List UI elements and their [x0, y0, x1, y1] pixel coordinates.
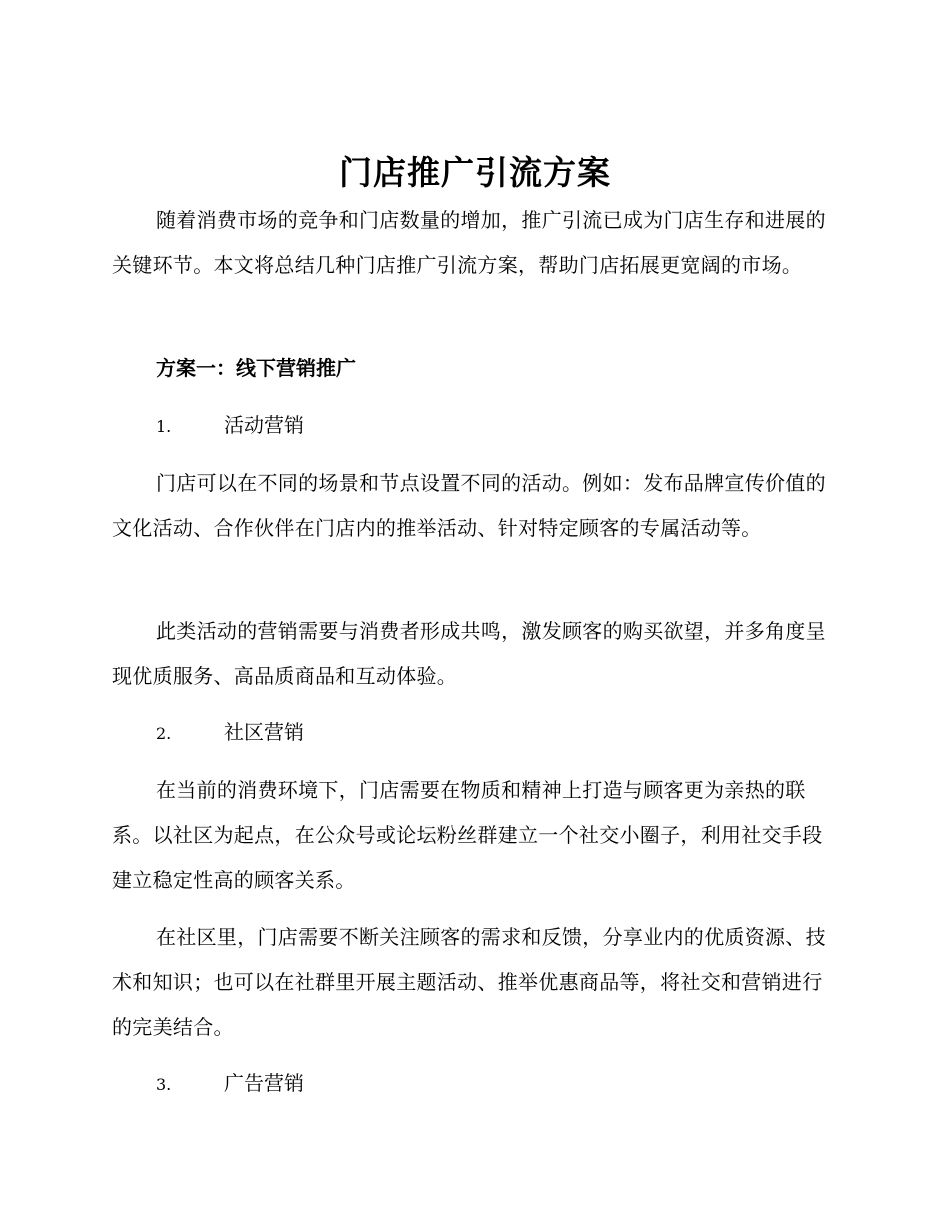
document-title: 门店推广引流方案 — [339, 153, 611, 192]
list-label: 广告营销 — [224, 1071, 304, 1095]
list-label: 活动营销 — [224, 413, 304, 437]
list-item-community-marketing — [156, 710, 756, 756]
list-item-activity-marketing — [156, 403, 756, 449]
list-item-ad-marketing — [156, 1061, 756, 1107]
list-label: 社区营销 — [224, 720, 304, 744]
body-paragraph: 门店可以在不同的场景和节点设置不同的活动。例如：发布品牌宣传价值的文化活动、合作伙伴在门店内的推举活动、针对特定顾客的专属活动等。 — [112, 471, 826, 540]
section-heading: 方案一：线下营销推广 — [156, 356, 356, 380]
intro-paragraph: 随着消费市场的竞争和门店数量的增加，推广引流已成为门店生存和进展的关键环节。本文将总结几种门店推广引流方案，帮助门店拓展更宽阔的市场。 — [112, 208, 826, 277]
body-paragraph: 在当前的消费环境下，门店需要在物质和精神上打造与顾客更为亲热的联系。以社区为起点，在公众号或论坛粉丝群建立一个社交小圈子，利用社交手段建立稳定性高的顾客关系。 — [112, 778, 823, 892]
body-paragraph: 此类活动的营销需要与消费者形成共鸣，激发顾客的购买欲望，并多角度呈现优质服务、高品质商品和互动体验。 — [112, 619, 826, 688]
body-paragraph: 在社区里，门店需要不断关注顾客的需求和反馈，分享业内的优质资源、技术和知识；也可以在社群里开展主题活动、推举优惠商品等，将社交和营销进行的完美结合。 — [112, 925, 826, 1039]
list-number: 3. — [156, 1075, 172, 1094]
list-number: 2. — [156, 724, 172, 743]
list-number: 1. — [156, 417, 172, 436]
